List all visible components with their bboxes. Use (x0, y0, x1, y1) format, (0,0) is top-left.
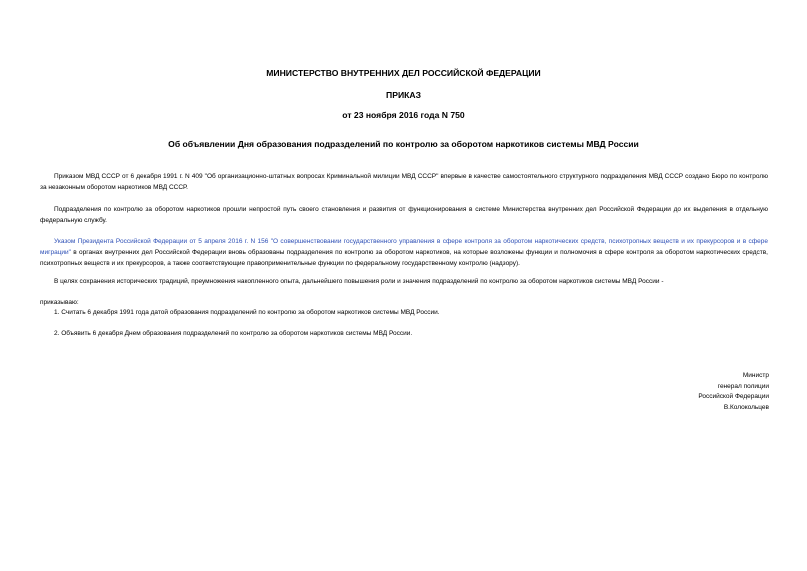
paragraph-1: Приказом МВД СССР от 6 декабря 1991 г. N 409 "Об организационно-штатных вопросах Криминальной милиции МВД СССР" впервые в качестве самостоятельного структурного подразделения МВД СССР создано Бюро по контролю за незаконным оборотом наркотиков МВД СССР. (40, 173, 768, 191)
paragraph-3 (40, 236, 768, 269)
paragraph-2: Подразделения по контролю за оборотом наркотиков прошли непростой путь своего становления и развития от функционирования в системе Министерства внутренних дел Российской Федерации до их выделения в отдельную федеральную службу. (40, 206, 768, 224)
ministry-heading: МИНИСТЕРСТВО ВНУТРЕННИХ ДЕЛ РОССИЙСКОЙ ФЕДЕРАЦИИ (266, 68, 541, 78)
paragraph-4: В целях сохранения исторических традиций, преумножения накопленного опыта, дальнейшего повышения роли и значения подразделений по контролю за оборотом наркотиков системы МВД России - (54, 278, 664, 285)
order-item-2: 2. Объявить 6 декабря Днем образования подразделений по контролю за оборотом наркотиков системы МВД России. (54, 330, 413, 337)
paragraph-3-text: в органах внутренних дел Российской Федерации вновь образованы подразделения по контролю за оборотом наркотиков, на которые возложены функции и полномочия в сфере контроля за оборотом наркотических средств, психотропных веществ и их прекурсоров, а также соответствующие правоприменительные функции по федеральному государственному контролю (надзору). (40, 249, 768, 267)
doc-type-heading: ПРИКАЗ (386, 90, 421, 100)
decree-link[interactable]: Указом Президента Российской Федерации от 5 апреля 2016 г. N 156 "О совершенствовании государственного управления в сфере контроля за оборотом наркотических средств, психотропных веществ и их прекурсоров и в сфере миграции" (40, 238, 768, 256)
order-item-1: 1. Считать 6 декабря 1991 года датой образования подразделений по контролю за оборотом наркотиков системы МВД России. (54, 309, 440, 316)
date-number-heading: от 23 ноября 2016 года N 750 (342, 110, 465, 120)
signature-name: В.Колокольцев (723, 404, 769, 411)
order-word: приказываю: (40, 299, 79, 306)
signature-title: Министр (742, 372, 769, 379)
signature-country: Российской Федерации (698, 393, 769, 400)
signature-rank: генерал полиции (717, 383, 769, 390)
document-title: Об объявлении Дня образования подразделений по контролю за оборотом наркотиков системы МВД России (168, 139, 639, 149)
